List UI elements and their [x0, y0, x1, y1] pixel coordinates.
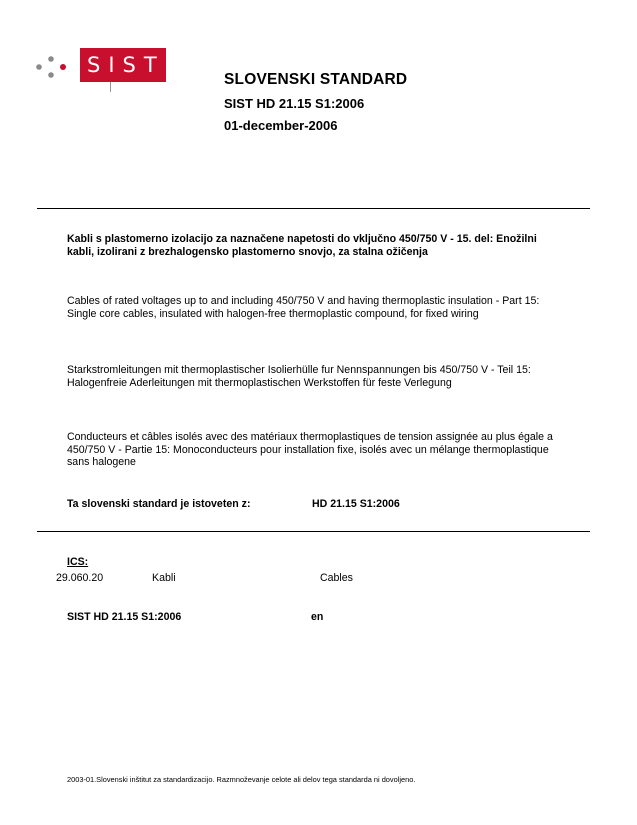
title-english: Cables of rated voltages up to and including 450/750 V and having thermoplastic insulation - Part 15: Single core cables, insulated with halogen-free thermoplastic compound, for fixed wiring [67, 295, 540, 320]
identity-label: Ta slovenski standard je istoveten z: [67, 498, 251, 510]
title-german: Starkstromleitungen mit thermoplastischer Isolierhülle fur Nennspannungen bis 450/750 V - Teil 15: Halogenfreie Aderleitungen mit thermoplastischen Werkstoffen für feste Verlegung [67, 364, 531, 389]
logo-dots-icon [34, 55, 68, 79]
title-french: Conducteurs et câbles isolés avec des matériaux thermoplastiques de tension assignée au plus égale a 450/750 V - Partie 15: Monoconducteurs pour installation fixe, isolés avec un mélange thermoplastique sans halogene [67, 431, 553, 469]
identity-value: HD 21.15 S1:2006 [312, 498, 400, 510]
title-slovenian: Kabli s plastomerno izolacijo za naznačene napetosti do vključno 450/750 V - 15. del: Enožilni kabli, izolirani z brezhalogensko plastomerno snovjo, za stalna ožičenja [67, 233, 537, 258]
language-row-value: en [311, 611, 324, 623]
standard-code: SIST HD 21.15 S1:2006 [224, 96, 365, 111]
footer-notice: 2003-01.Slovenski inštitut za standardizacijo. Razmnoževanje celote ali delov tega standarda ni dovoljeno. [67, 775, 416, 784]
ics-label: ICS: [67, 556, 89, 568]
sist-logo: SIST [80, 48, 166, 82]
standard-date: 01-december-2006 [224, 118, 338, 133]
logo-rule [110, 82, 111, 92]
ics-code: 29.060.20 [56, 572, 104, 584]
divider-bottom [37, 531, 590, 532]
ics-english: Cables [320, 572, 353, 584]
ics-slovenian: Kabli [152, 572, 176, 584]
language-row-code: SIST HD 21.15 S1:2006 [67, 611, 182, 623]
divider-top [37, 208, 590, 209]
standard-title: SLOVENSKI STANDARD [224, 71, 408, 88]
